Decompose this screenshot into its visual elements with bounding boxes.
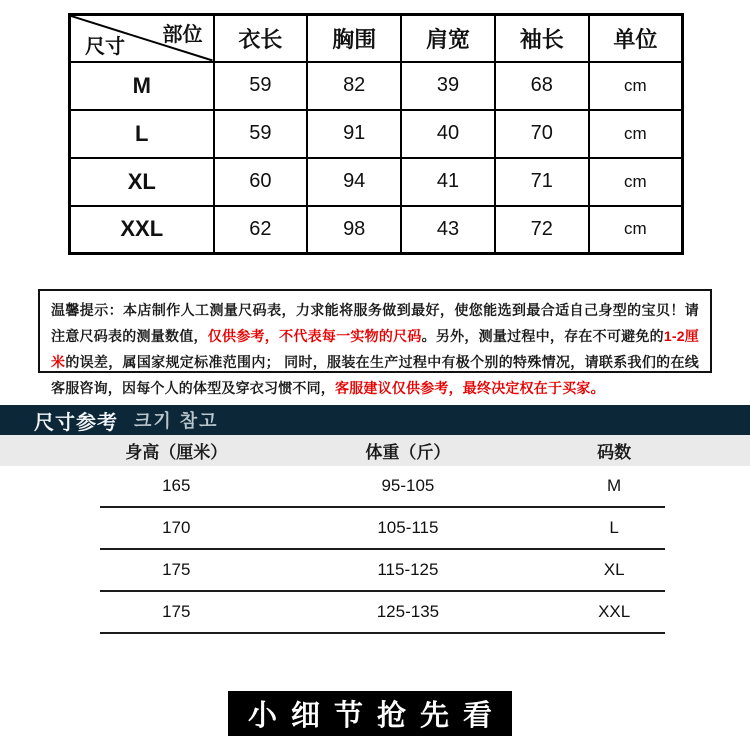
measurement-value: 70 (495, 110, 589, 158)
corner-size-label: 尺寸 (85, 35, 125, 58)
measurement-value: 59 (214, 62, 308, 110)
ref-cell-height: 175 (162, 602, 191, 621)
measurement-value: 82 (307, 62, 401, 110)
notice-box (38, 289, 712, 396)
notice-segment-red: 客服建议仅供参考，最终决定权在于买家。 (335, 380, 605, 396)
ref-cell-size: XXL (598, 602, 631, 621)
unit-value: cm (589, 110, 683, 158)
ref-cell-size: M (607, 476, 622, 495)
ref-cell-height: 165 (162, 476, 191, 495)
table-row (100, 466, 665, 508)
measurement-value: 41 (401, 158, 495, 206)
notice-text (51, 297, 699, 401)
banner-text: 小细节抢先看 (247, 700, 506, 732)
table-row (70, 158, 683, 206)
size-label: XL (70, 158, 214, 206)
detail-banner (228, 691, 512, 736)
ref-cell-height: 170 (162, 518, 191, 537)
notice-segment: 温馨提示：本店制作人工测量尺码表，力求能将服务做到最好，使您能选到最合适自己身型的宝贝！请注意尺码表的测量数值， (51, 302, 699, 344)
ref-cell-height: 175 (162, 560, 191, 579)
table-row (100, 592, 665, 634)
table-row (70, 110, 683, 158)
notice-segment-red: 仅供参考，不代表每一实物的尺码 (207, 328, 422, 344)
size-label: L (70, 110, 214, 158)
measurement-value: 60 (214, 158, 308, 206)
measurement-value: 39 (401, 62, 495, 110)
measurement-value: 40 (401, 110, 495, 158)
ref-cell-size: L (609, 518, 619, 537)
reference-table-header-row (100, 435, 665, 466)
measurement-value: 59 (214, 110, 308, 158)
size-chart-table (68, 13, 684, 255)
section-title-korean: 크기 참고 (134, 411, 219, 431)
column-header-garment-length: 衣长 (214, 15, 308, 62)
measurement-value: 68 (495, 62, 589, 110)
size-table-corner-cell (70, 15, 214, 62)
ref-header-size: 码数 (597, 443, 632, 462)
unit-value: cm (589, 206, 683, 254)
size-table-header-row (70, 15, 683, 62)
reference-table (100, 466, 665, 634)
measurement-value: 62 (214, 206, 308, 254)
measurement-value: 91 (307, 110, 401, 158)
column-header-sleeve: 袖长 (495, 15, 589, 62)
measurement-value: 71 (495, 158, 589, 206)
notice-segment: 的误差，属国家规定标准范围内； 同时，服装在生产过程中有极个别的特殊情况，请联系我们的在线客服咨询，因每个人的体型及穿衣习惯不同， (51, 354, 699, 396)
corner-part-label: 部位 (162, 24, 203, 46)
measurement-value: 94 (307, 158, 401, 206)
section-title-chinese: 尺寸参考 (34, 411, 118, 434)
measurement-value: 98 (307, 206, 401, 254)
ref-cell-weight: 115-125 (377, 560, 439, 579)
table-row (70, 206, 683, 254)
table-row (70, 62, 683, 110)
ref-header-height: 身高（厘米） (125, 443, 228, 462)
measurement-value: 72 (495, 206, 589, 254)
size-label: XXL (70, 206, 214, 254)
ref-cell-weight: 125-135 (376, 602, 440, 621)
size-label: M (70, 62, 214, 110)
unit-value: cm (589, 158, 683, 206)
measurement-value: 43 (401, 206, 495, 254)
reference-table-header-band (0, 435, 750, 466)
ref-cell-weight: 95-105 (381, 476, 435, 495)
column-header-shoulder: 肩宽 (401, 15, 495, 62)
ref-cell-weight: 105-115 (377, 518, 439, 537)
section-header-bar (0, 405, 750, 435)
column-header-unit: 单位 (589, 15, 683, 62)
table-row (100, 550, 665, 592)
notice-segment-red: 1-2厘米 (51, 328, 700, 370)
table-row (100, 508, 665, 550)
notice-segment: 。另外，测量过程中，存在不可避免的 (421, 328, 664, 344)
unit-value: cm (589, 62, 683, 110)
column-header-chest: 胸围 (307, 15, 401, 62)
ref-cell-size: XL (603, 560, 625, 579)
ref-header-weight: 体重（斤） (365, 443, 451, 462)
